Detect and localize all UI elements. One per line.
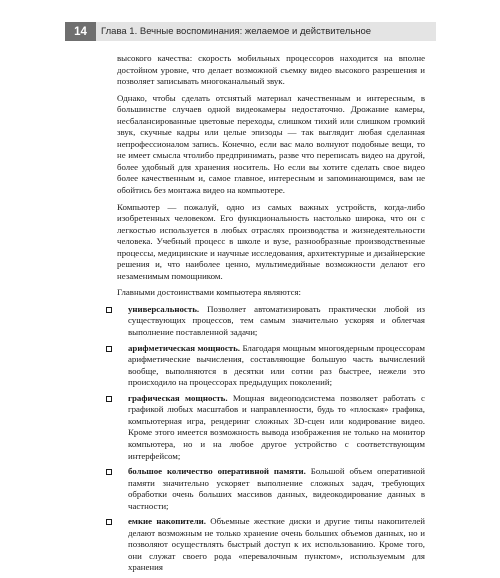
list-item-term: арифметическая мощность. bbox=[128, 342, 240, 353]
paragraph: Компьютер — пожалуй, одно из самых важных устройств, когда-либо изобретенных человеком. Его функциональность настолько широка, что он с легкостью используется в любых отраслях производства и жизнедеятельности человека. Учебный процесс в школе и вузе, разнообразные производственные процессы, медицинские и научные исследования, архитектурные и дизайнерские решения и, что наиболее ценно, мультимедийные возможности делают его незаменимым помощником. bbox=[117, 201, 425, 281]
list-item bbox=[117, 393, 425, 462]
list-item-term: универсальность. bbox=[128, 303, 200, 314]
running-header bbox=[0, 0, 500, 41]
checkbox-bullet-icon bbox=[106, 519, 112, 525]
paragraph: высокого качества: скорость мобильных процессоров находится на вполне достойном уровне, что делает возможной съемку видео высокого разрешения и позволяет записывать многоканальный звук. bbox=[117, 53, 425, 87]
checkbox-bullet-icon bbox=[106, 307, 112, 313]
checkbox-bullet-icon bbox=[106, 346, 112, 352]
checkbox-bullet-icon bbox=[106, 469, 112, 475]
list-item bbox=[117, 516, 425, 574]
checkbox-bullet-icon bbox=[106, 396, 112, 402]
list-item-text: Большой объем оперативной памяти значительно ускоряет выполнение сложных задач, требующих обработки очень больших массивов данных, видеокодирование данных в частности; bbox=[128, 466, 425, 511]
advantages-list bbox=[117, 304, 425, 574]
list-item-term: емкие накопители. bbox=[128, 516, 206, 527]
list-item-text: Мощная видеоподсистема позволяет работать с графикой любых масштабов и направленности, будь то «плоская» графика, компьютерная игра, рендеринг сложных 3D-сцен или кодирование видео. Кроме этого имеется возможность вывода изображения не только на монитор компьютера, но и на любое другое устройство с соответствующим интерфейсом; bbox=[128, 392, 425, 461]
page-body bbox=[117, 53, 425, 578]
list-item-text: Благодаря мощным многоядерным процессорам арифметические вычисления, составляющие большую часть вычислений вообще, выполняются в десятки или сотни раз быстрее, нежели это происходило на процессорах предыдущих поколений; bbox=[128, 342, 425, 388]
list-item bbox=[117, 343, 425, 389]
chapter-title: Глава 1. Вечные воспоминания: желаемое и действительное bbox=[96, 22, 436, 41]
list-item-term: большое количество оперативной памяти. bbox=[128, 466, 306, 477]
list-item-term: графическая мощность. bbox=[128, 392, 228, 403]
page-number: 14 bbox=[65, 22, 96, 41]
list-item bbox=[117, 466, 425, 512]
paragraph: Главными достоинствами компьютера являются: bbox=[117, 287, 302, 298]
list-item bbox=[117, 304, 425, 339]
list-item-text: Объемные жесткие диски и другие типы накопителей делают возможным не только хранение очень больших объемов данных, но и позволяют осуществлять быстрый доступ к их использованию. Кроме того, они служат своего рода «перевалочным пунктом», используемым для хранения bbox=[128, 516, 425, 573]
paragraph: Однако, чтобы сделать отснятый материал качественным и интересным, в большинстве случаев одной видеокамеры недостаточно. Дрожание камеры, несбалансированные цветовые переходы, слишком тихий или слишком громкий звук, скучные кадры или целые эпизоды — так выглядит любая сделанная непрофессионалом запись. Конечно, если вас мало волнуют подобные вещи, то не имеет смысла чтолибо предпринимать, разве что переписать видео на другой, более удобный для хранения носитель. Но если вы хотите сделать свое видео более качественным и, самое главное, интересным и запоминающимся, вам не обойтись без монтажа видео на компьютере. bbox=[117, 92, 425, 196]
list-item-text: Позволяет автоматизировать практически любой из существующих процессов, тем самым значительно ускоряя и облегчая выполнение поставленной задачи; bbox=[128, 303, 425, 338]
